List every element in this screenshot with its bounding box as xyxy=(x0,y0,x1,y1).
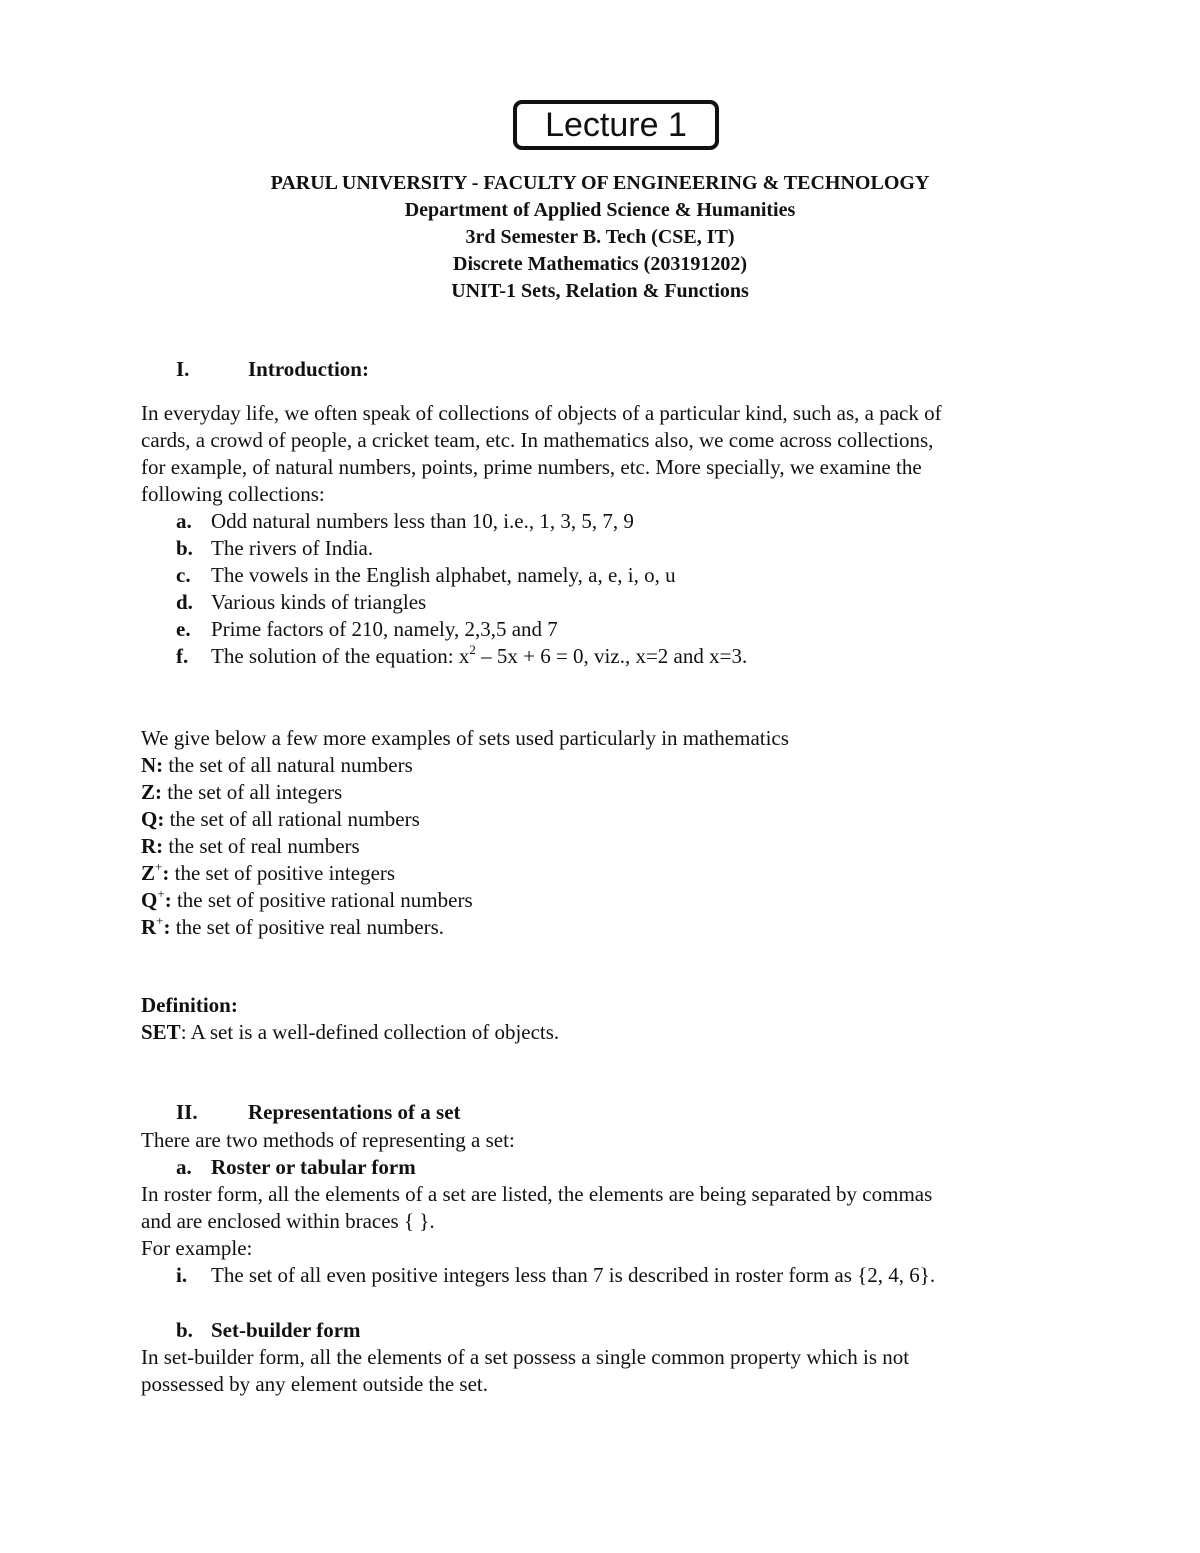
list-text: The rivers of India. xyxy=(211,536,374,560)
section-2-title: Representations of a set xyxy=(248,1100,461,1124)
paragraph-line: for example, of natural numbers, points, prime numbers, etc. More specially, we examine the xyxy=(141,455,922,479)
unit-title: UNIT-1 Sets, Relation & Functions xyxy=(451,280,749,302)
semester-info: 3rd Semester B. Tech (CSE, IT) xyxy=(465,226,735,248)
set-example-row: Z: the set of all integers xyxy=(141,780,343,804)
paragraph-line: and are enclosed within braces { }. xyxy=(141,1209,435,1233)
set-superscript: + xyxy=(156,913,164,928)
paragraph-line: possessed by any element outside the set. xyxy=(141,1372,489,1396)
list-item-equation xyxy=(141,643,1071,670)
equation-text-end: – 5x + 6 = 0, viz., x=2 and x=3. xyxy=(475,644,748,668)
exponent: 2 xyxy=(469,642,476,657)
representations-intro: There are two methods of representing a set: xyxy=(141,1128,515,1152)
set-examples xyxy=(141,725,1071,941)
set-example-row: Q: the set of all rational numbers xyxy=(141,807,420,831)
set-symbol: R xyxy=(141,915,157,939)
list-item xyxy=(141,562,1071,589)
definition-heading: Definition: xyxy=(141,993,238,1017)
section-1-title: Introduction: xyxy=(248,357,369,381)
set-symbol: Q xyxy=(141,807,158,831)
list-item xyxy=(141,589,1071,616)
list-label: d. xyxy=(176,590,193,614)
paragraph-line: In roster form, all the elements of a set are listed, the elements are being separated by commas xyxy=(141,1182,933,1206)
set-symbol: Z xyxy=(141,780,156,804)
set-symbol: N xyxy=(141,753,157,777)
set-builder-body xyxy=(141,1317,1071,1398)
set-example-row: Q+: the set of positive rational numbers xyxy=(141,886,473,912)
document-header xyxy=(0,170,1200,305)
set-description: the set of real numbers xyxy=(168,834,360,858)
university-name: PARUL UNIVERSITY - FACULTY OF ENGINEERING & TECHNOLOGY xyxy=(270,172,930,194)
list-item xyxy=(141,535,1071,562)
course-name: Discrete Mathematics (203191202) xyxy=(453,253,747,275)
set-description: the set of positive integers xyxy=(174,861,396,885)
section-2-number: II. xyxy=(176,1100,198,1124)
list-text: Various kinds of triangles xyxy=(211,590,427,614)
set-superscript: + xyxy=(157,886,165,901)
list-item xyxy=(141,616,1071,643)
list-label: b. xyxy=(176,536,193,560)
list-text: The vowels in the English alphabet, namely, a, e, i, o, u xyxy=(211,563,676,587)
roster-example: i. The set of all even positive integers less than 7 is described in roster form as {2, 4, 6}. xyxy=(176,1263,936,1287)
set-symbol: R xyxy=(141,834,157,858)
for-example-label: For example: xyxy=(141,1236,253,1260)
subsection-heading: b. Set-builder form xyxy=(176,1318,361,1342)
set-description: the set of positive rational numbers xyxy=(176,888,473,912)
list-label: a. xyxy=(176,509,192,533)
set-description: the set of all natural numbers xyxy=(168,753,413,777)
list-label: f. xyxy=(176,644,189,668)
section-1-heading xyxy=(176,357,369,382)
definition-term: SET xyxy=(141,1020,181,1044)
introduction-body xyxy=(141,400,1071,670)
set-description: the set of all rational numbers xyxy=(169,807,420,831)
set-example-row: R: the set of real numbers xyxy=(141,834,360,858)
list-label: e. xyxy=(176,617,191,641)
list-text: Odd natural numbers less than 10, i.e., 1, 3, 5, 7, 9 xyxy=(211,509,634,533)
set-symbol: Z xyxy=(141,861,156,885)
set-example-row: R+: the set of positive real numbers. xyxy=(141,913,445,939)
list-item xyxy=(141,508,1071,535)
set-description: the set of all integers xyxy=(167,780,343,804)
list-text: Prime factors of 210, namely, 2,3,5 and 7 xyxy=(211,617,558,641)
section-1-number: I. xyxy=(176,357,190,381)
subsection-heading: a. Roster or tabular form xyxy=(176,1155,416,1179)
set-symbol: Q xyxy=(141,888,158,912)
set-example-row: Z+: the set of positive integers xyxy=(141,859,396,885)
set-description: the set of positive real numbers. xyxy=(175,915,445,939)
section-2-heading xyxy=(176,1100,461,1125)
paragraph-line: In everyday life, we often speak of collections of objects of a particular kind, such as, a pack of xyxy=(141,401,942,425)
paragraph-line: following collections: xyxy=(141,482,325,506)
representations-body xyxy=(141,1127,1071,1289)
paragraph-line: In set-builder form, all the elements of a set possess a single common property which is not xyxy=(141,1345,910,1369)
examples-intro: We give below a few more examples of sets used particularly in mathematics xyxy=(141,726,789,750)
set-superscript: + xyxy=(155,859,163,874)
paragraph-line: cards, a crowd of people, a cricket team, etc. In mathematics also, we come across collections, xyxy=(141,428,934,452)
definition-block xyxy=(141,992,1071,1046)
list-label: c. xyxy=(176,563,191,587)
department-name: Department of Applied Science & Humanities xyxy=(404,199,796,221)
lecture-title-box: Lecture 1 xyxy=(513,100,719,150)
definition-text: SET: A set is a well-defined collection of objects. xyxy=(141,1020,560,1044)
equation-text-start: The solution of the equation: x xyxy=(211,644,470,668)
set-example-row: N: the set of all natural numbers xyxy=(141,753,413,777)
